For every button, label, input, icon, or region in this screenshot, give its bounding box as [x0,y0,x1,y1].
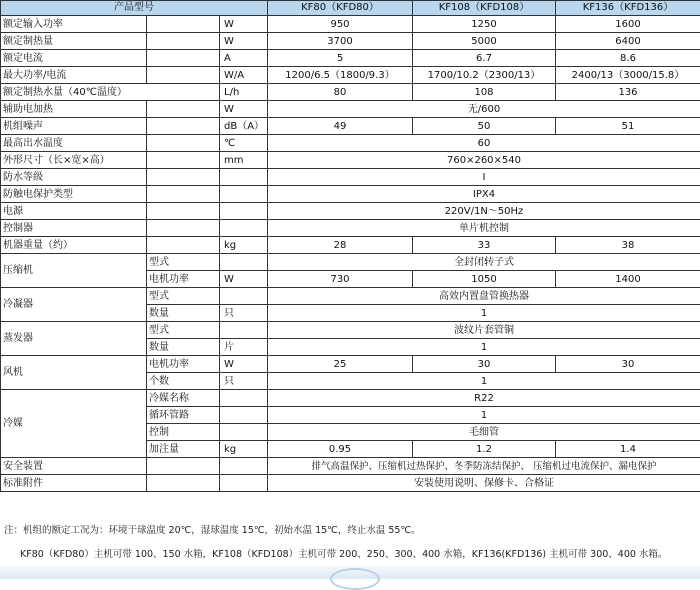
table-row: 额定输入功率 W 950 1250 1600 [1,16,700,33]
row-label: 最高出水温度 [1,135,147,152]
row-label: 最大功率/电流 [1,67,147,84]
unit-cell: dB（A） [220,118,268,135]
table-header-row [1,1,700,16]
table-row: 压缩机 型式 全封闭转子式 [1,254,700,271]
row-label: 额定制热量 [1,33,147,50]
table-row: 电源 220V/1N～50Hz [1,203,700,220]
row-label: 防触电保护类型 [1,186,147,203]
table-row: 外形尺寸（长×宽×高） mm 760×260×540 [1,152,700,169]
table-row: 最大功率/电流 W/A 1200/6.5（1800/9.3） 1700/10.2（2300/13） 2400/13（3000/15.8） [1,67,700,84]
table-row: 数量 只 1 [1,305,700,322]
unit-cell: kg [220,237,268,254]
unit-cell: ℃ [220,135,268,152]
table-row: 控制器 单片机控制 [1,220,700,237]
unit-cell: A [220,50,268,67]
footer-decoration [0,566,700,579]
table-row: 个数 只 1 [1,373,700,390]
table-row: 最高出水温度 ℃ 60 [1,135,700,152]
unit-cell: L/h [220,84,268,101]
table-row: 冷媒 冷媒名称 R22 [1,390,700,407]
table-row: 控制 毛细管 [1,424,700,441]
row-label: 防水等级 [1,169,147,186]
row-label: 控制器 [1,220,147,237]
table-row: 数量 片 1 [1,339,700,356]
unit-cell: mm [220,152,268,169]
table-row: 风机 电机功率 W 25 30 30 [1,356,700,373]
model-kf108: KF108（KFD108） [413,1,556,16]
unit-cell: W [220,16,268,33]
unit-cell: 片 [220,339,268,356]
unit-cell: W [220,33,268,50]
row-label: 电源 [1,203,147,220]
row-label: 额定制热水量（40℃温度） [1,84,220,101]
note-line-2: KF80（KFD80）主机可带 100、150 水箱，KF108（KFD108）主机可带 200、250、300、400 水箱，KF136(KFD136) 主机可带 300、400 水箱。 [0,548,700,562]
group-label: 冷凝器 [1,288,147,322]
notes [0,524,700,562]
row-label: 标准附件 [1,475,147,492]
table-row: 防水等级 I [1,169,700,186]
model-kf136: KF136（KFD136） [556,1,700,16]
table-row: 加注量 kg 0.95 1.2 1.4 [1,441,700,458]
table-row: 蒸发器 型式 波纹片套管铜 [1,322,700,339]
unit-cell: kg [220,441,268,458]
unit-cell: W [220,271,268,288]
model-kf80: KF80（KFD80） [268,1,413,16]
table-row: 额定电流 A 5 6.7 8.6 [1,50,700,67]
table-row: 电机功率 W 730 1050 1400 [1,271,700,288]
table-row: 防触电保护类型 IPX4 [1,186,700,203]
row-label: 安全装置 [1,458,147,475]
row-label: 额定电流 [1,50,147,67]
table-row: 循环管路 1 [1,407,700,424]
table-row: 标准附件 安装使用说明、保修卡、合格证 [1,475,700,492]
group-label: 蒸发器 [1,322,147,356]
table-row: 安全装置 排气高温保护、压缩机过热保护、冬季防冻结保护、 压缩机过电流保护、漏电保护 [1,458,700,475]
table-row: 机组噪声 dB（A） 49 50 51 [1,118,700,135]
unit-cell: 只 [220,305,268,322]
unit-cell: W/A [220,67,268,84]
row-label: 机器重量（约） [1,237,147,254]
model-header: 产品型号 [1,1,268,16]
table-row: 额定制热水量（40℃温度） L/h 80 108 136 [1,84,700,101]
group-label: 风机 [1,356,147,390]
group-label: 冷媒 [1,390,147,458]
row-label: 额定输入功率 [1,16,147,33]
table-row: 冷凝器 型式 高效内置盘管换热器 [1,288,700,305]
ring-decoration-icon [330,568,380,590]
row-label: 机组噪声 [1,118,147,135]
table-row: 辅助电加热 W 无/600 [1,101,700,118]
table-row: 额定制热量 W 3700 5000 6400 [1,33,700,50]
row-label: 外形尺寸（长×宽×高） [1,152,147,169]
table-row: 机器重量（约） kg 28 33 38 [1,237,700,254]
unit-cell: W [220,101,268,118]
note-line-1: 注：机组的额定工况为：环境干球温度 20℃，湿球温度 15℃，初始水温 15℃，终止水温 55℃。 [0,524,700,538]
unit-cell: W [220,356,268,373]
row-label: 辅助电加热 [1,101,147,118]
group-label: 压缩机 [1,254,147,288]
unit-cell: 只 [220,373,268,390]
